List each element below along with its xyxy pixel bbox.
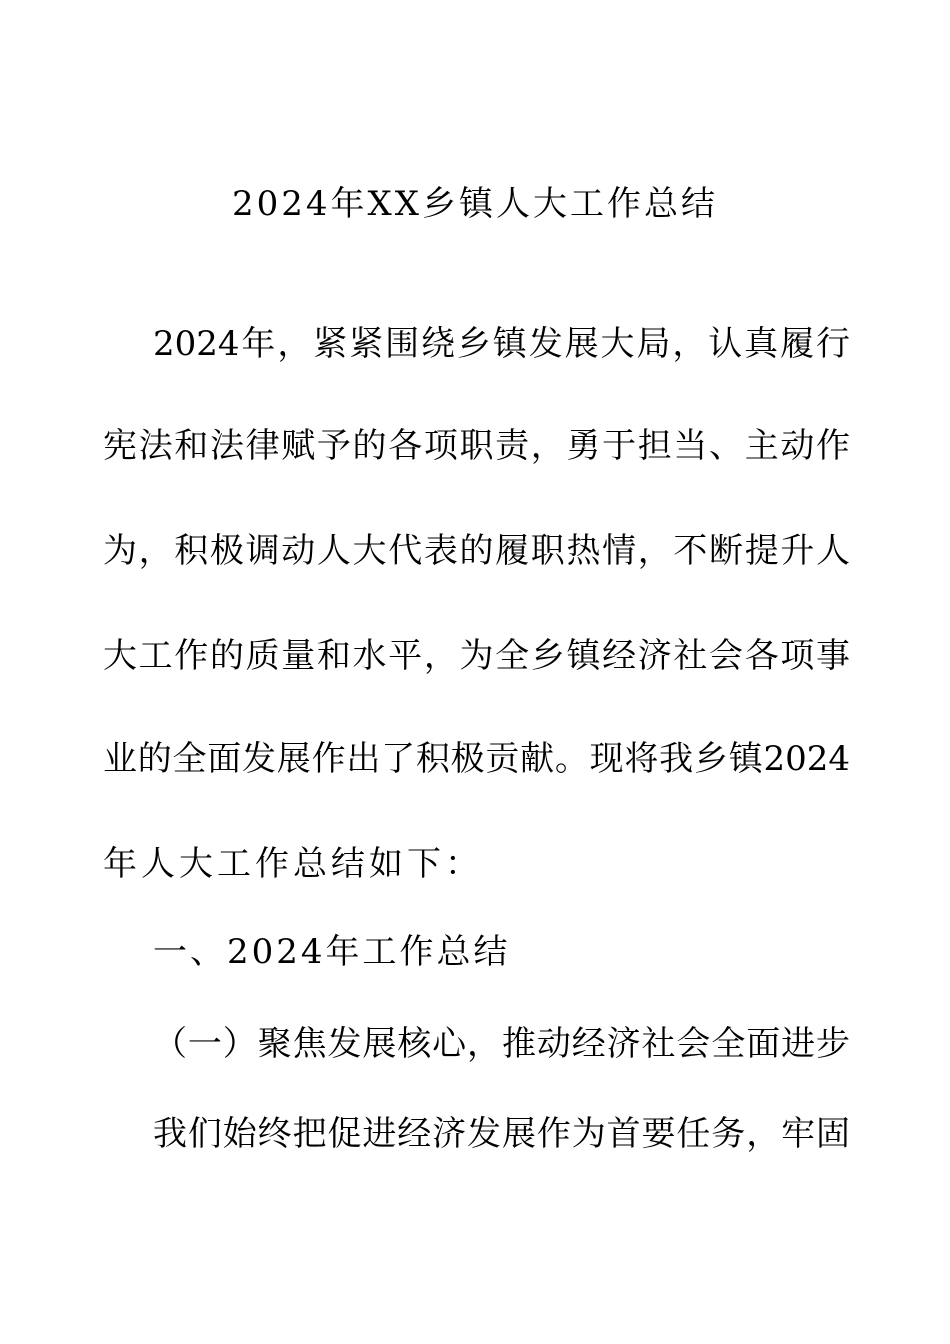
paragraph-line-1: 2024年，紧紧围绕乡镇发展大局，认真履行 bbox=[153, 324, 850, 364]
paragraph-line-5: 业的全面发展作出了积极贡献。现将我乡镇2024 bbox=[103, 739, 850, 779]
document-title: 2024年XX乡镇人大工作总结 bbox=[232, 184, 718, 224]
paragraph-line-6: 年人大工作总结如下： bbox=[103, 844, 483, 884]
paragraph-line-3: 为，积极调动人大代表的履职热情，不断提升人 bbox=[103, 531, 850, 571]
subsection-heading: （一）聚焦发展核心，推动经济社会全面进步 bbox=[153, 1024, 850, 1064]
paragraph-line-4: 大工作的质量和水平，为全乡镇经济社会各项事 bbox=[103, 636, 850, 676]
body-text-line: 我们始终把促进经济发展作为首要任务，牢固 bbox=[153, 1114, 850, 1154]
paragraph-line-2: 宪法和法律赋予的各项职责，勇于担当、主动作 bbox=[103, 426, 850, 466]
section-heading: 一、2024年工作总结 bbox=[153, 932, 511, 972]
